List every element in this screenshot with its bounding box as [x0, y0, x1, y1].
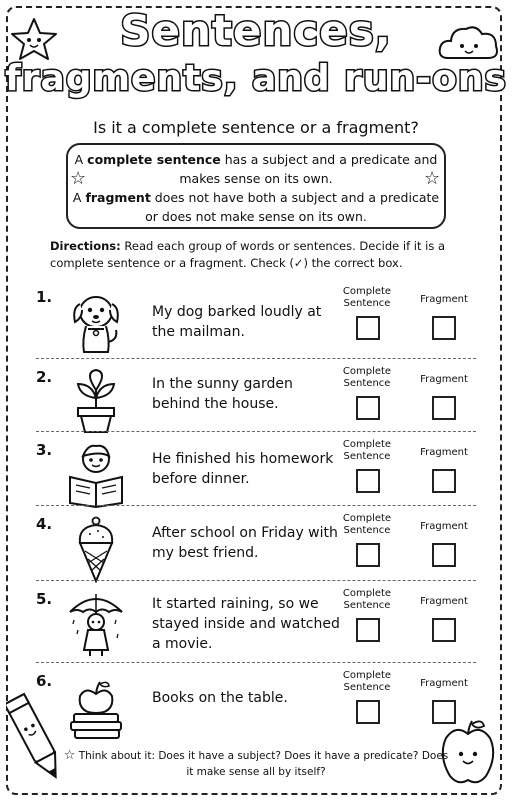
fragment-checkbox[interactable] [432, 396, 456, 420]
complete-sentence-checkbox[interactable] [356, 543, 380, 567]
complete-sentence-label: Complete Sentence [342, 513, 392, 536]
item-number: 2. [36, 368, 53, 386]
row-divider [36, 662, 476, 663]
item-text: Books on the table. [152, 690, 288, 706]
item-number: 4. [36, 515, 53, 533]
worksheet-title-line1: Sentences, [120, 6, 392, 55]
complete-sentence-label: Complete Sentence [342, 286, 392, 309]
definition-box [66, 143, 446, 229]
item-text: My dog barked loudly at the mailman. [152, 304, 322, 340]
fragment-label: Fragment [420, 596, 468, 607]
row-divider [36, 358, 476, 359]
books-apple-icon [66, 672, 126, 740]
boy-reading-icon [66, 441, 126, 509]
complete-sentence-checkbox[interactable] [356, 618, 380, 642]
exercise-item [36, 515, 476, 589]
directions: Directions: Read each group of words or sentences. Decide if it is a complete sentence or a fragment. Check (✓) the correct box. [50, 239, 446, 270]
fragment-checkbox[interactable] [432, 618, 456, 642]
row-divider [36, 431, 476, 432]
worksheet-subtitle: Is it a complete sentence or a fragment? [93, 118, 419, 137]
item-text: After school on Friday with my best friend. [152, 525, 338, 561]
fragment-checkbox[interactable] [432, 469, 456, 493]
star-icon: ☆ [70, 168, 87, 189]
fragment-checkbox[interactable] [432, 316, 456, 340]
complete-sentence-checkbox[interactable] [356, 700, 380, 724]
complete-sentence-checkbox[interactable] [356, 396, 380, 420]
item-text: In the sunny garden behind the house. [152, 376, 293, 412]
girl-umbrella-icon [66, 590, 126, 658]
complete-sentence-checkbox[interactable] [356, 316, 380, 340]
star-icon: ☆ [424, 168, 441, 189]
fragment-checkbox[interactable] [432, 543, 456, 567]
fragment-label: Fragment [420, 294, 468, 305]
complete-sentence-label: Complete Sentence [342, 588, 392, 611]
exercise-item [36, 672, 476, 746]
item-number: 3. [36, 441, 53, 459]
ice-cream-icon [66, 515, 126, 583]
footer-tip-text: Think about it: Does it have a subject? Does it have a predicate? Does it make sense all by itself? [78, 750, 449, 778]
exercise-item [36, 441, 476, 515]
complete-sentence-label: Complete Sentence [342, 670, 392, 693]
item-text: He finished his homework before dinner. [152, 451, 334, 487]
fragment-label: Fragment [420, 374, 468, 385]
exercise-item [36, 590, 476, 664]
item-text: It started raining, so we stayed inside and watched a movie. [152, 596, 340, 652]
star-icon: ☆ [63, 748, 76, 763]
item-number: 1. [36, 288, 53, 306]
worksheet-title-line2: fragments, and run-ons [5, 58, 507, 99]
fragment-definition: A fragment does not have both a subject and a predicate or does not make sense on its own. [72, 190, 440, 224]
item-number: 5. [36, 590, 53, 608]
complete-sentence-checkbox[interactable] [356, 469, 380, 493]
fragment-label: Fragment [420, 447, 468, 458]
exercise-item [36, 288, 476, 362]
dog-icon [66, 288, 126, 356]
fragment-checkbox[interactable] [432, 700, 456, 724]
complete-sentence-label: Complete Sentence [342, 366, 392, 389]
footer-tip [60, 747, 452, 780]
plant-pot-icon [66, 368, 126, 436]
item-number: 6. [36, 672, 53, 690]
complete-sentence-label: Complete Sentence [342, 439, 392, 462]
fragment-label: Fragment [420, 521, 468, 532]
complete-definition: A complete sentence has a subject and a predicate and makes sense on its own. [74, 152, 438, 186]
row-divider [36, 505, 476, 506]
fragment-label: Fragment [420, 678, 468, 689]
row-divider [36, 580, 476, 581]
